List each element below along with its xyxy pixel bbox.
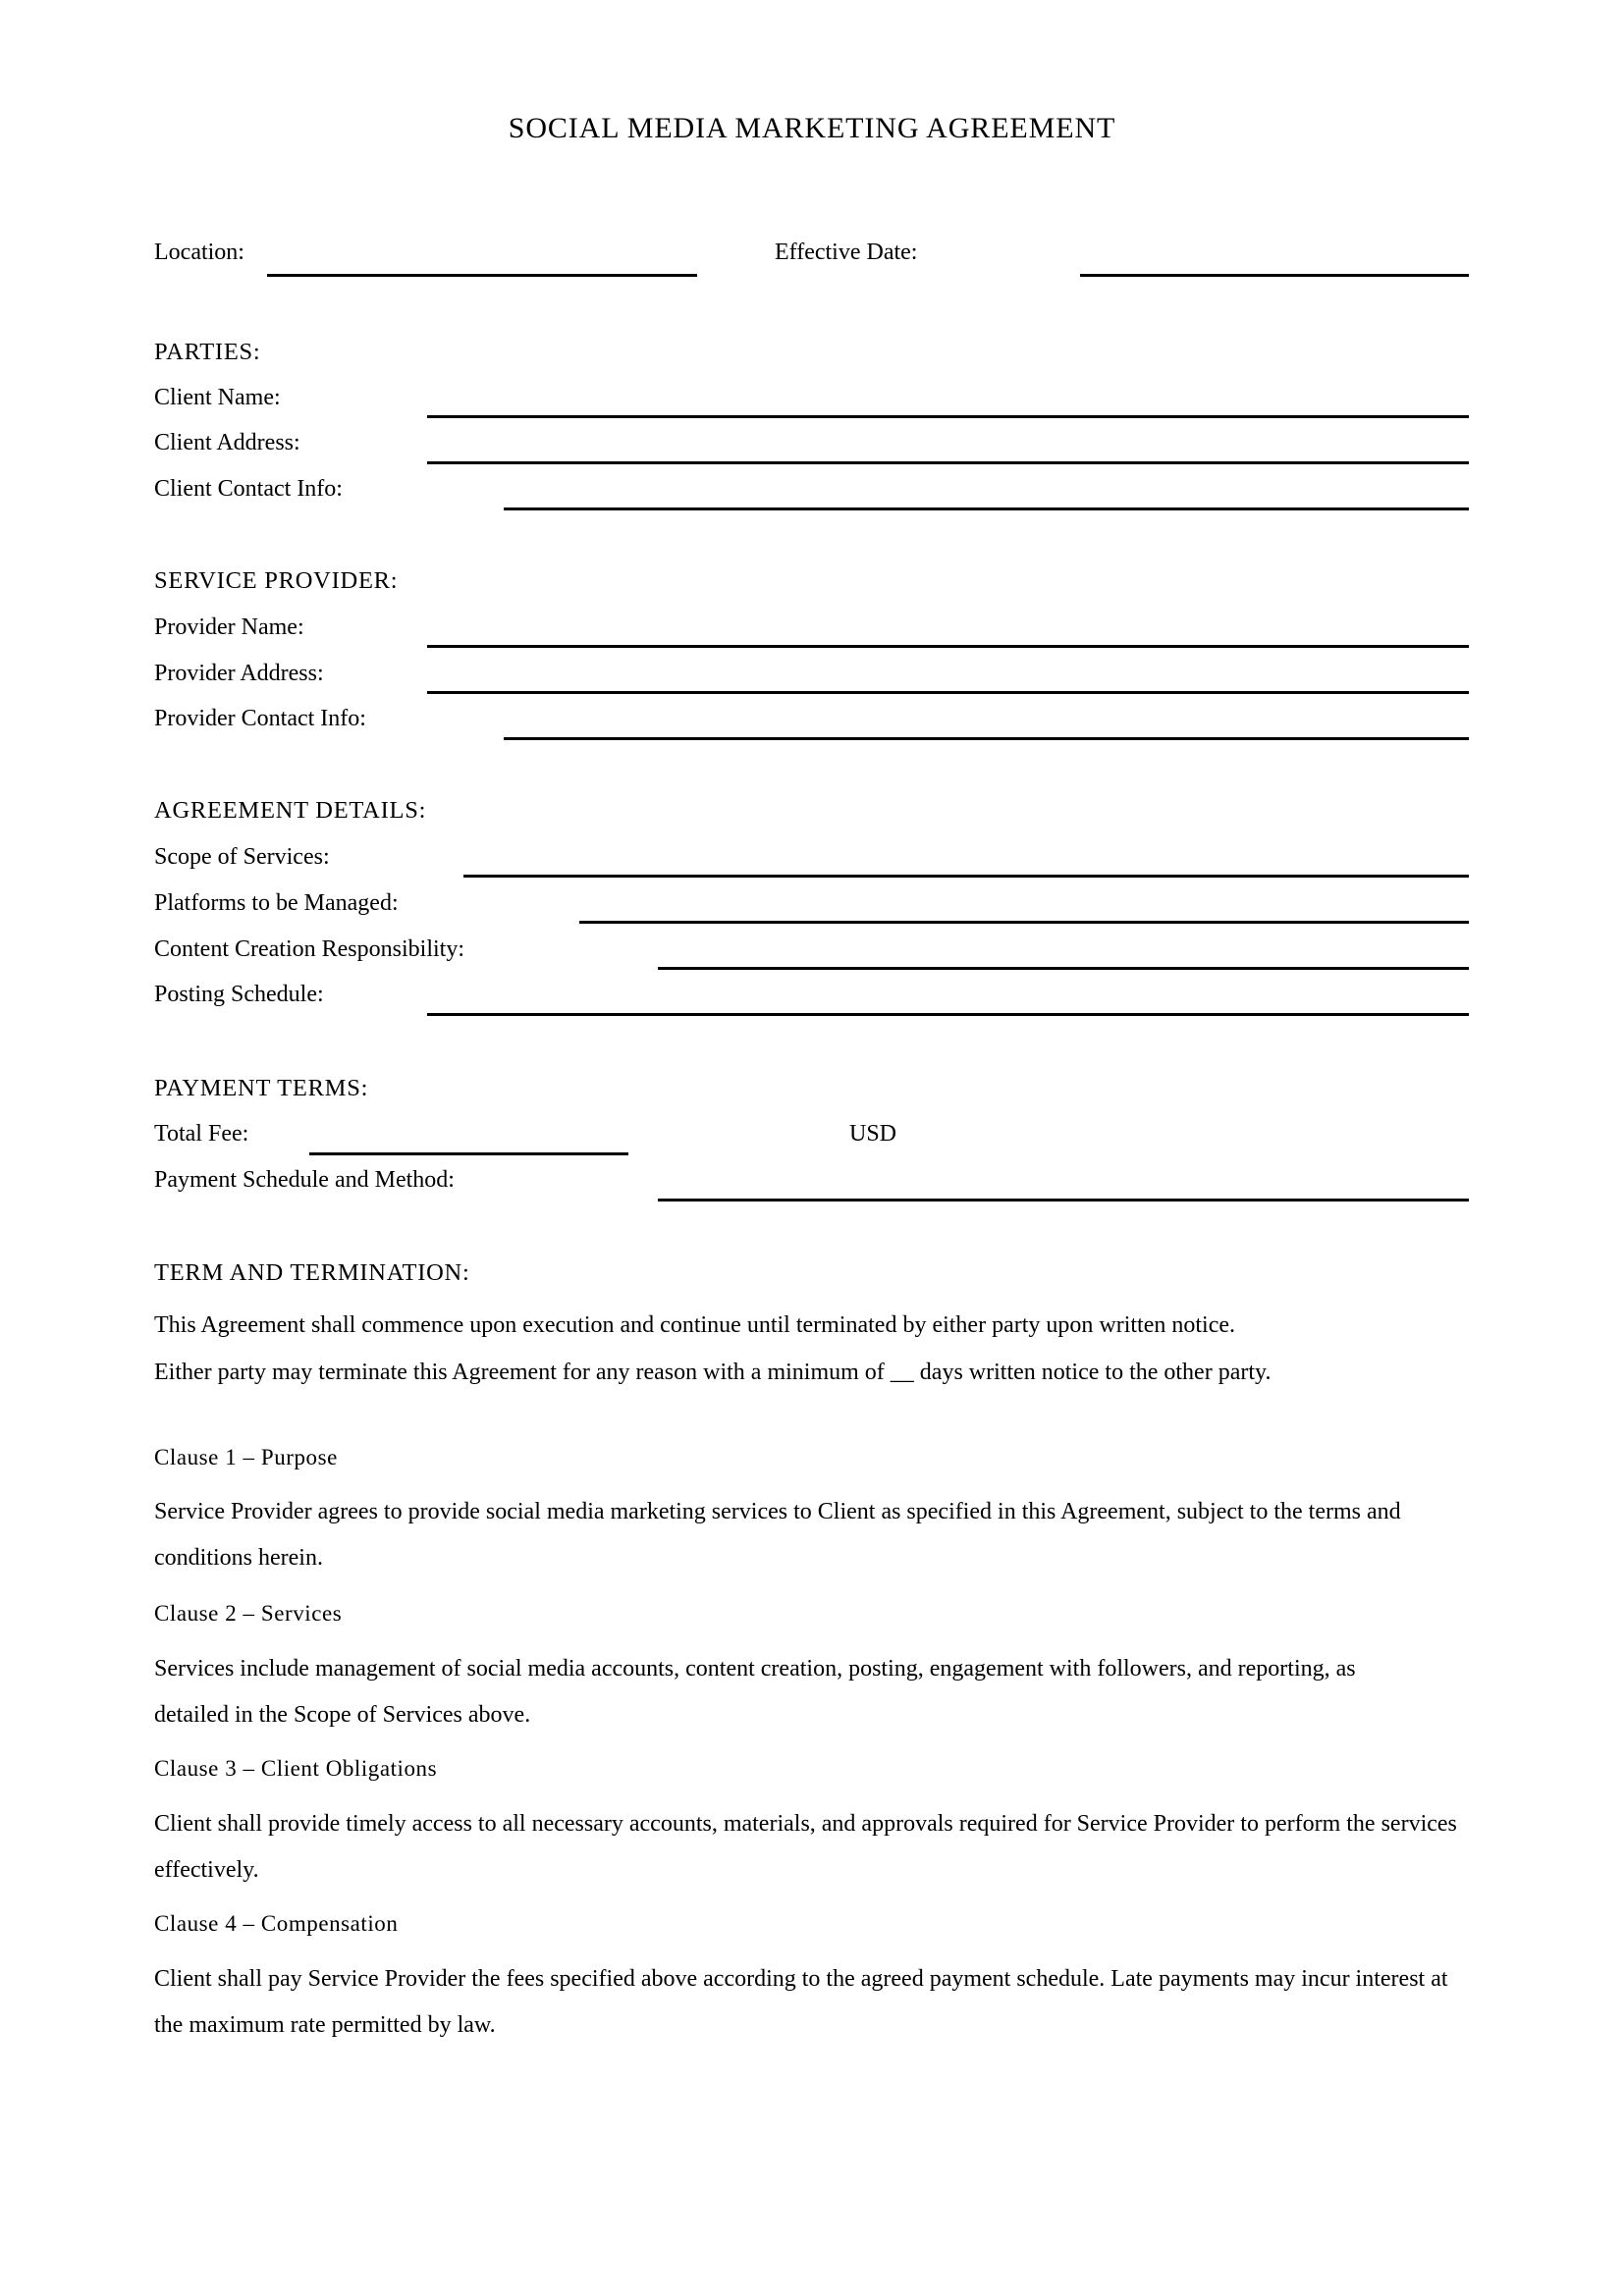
- effective-date-fill-line[interactable]: [1080, 274, 1469, 277]
- clause-3-body: Client shall provide timely access to all necessary accounts, materials, and approvals required for Service Provider to perform the services effectively.: [154, 1811, 1457, 1883]
- effective-date-label: Effective Date:: [775, 240, 918, 265]
- content-creation-responsibility-label: Content Creation Responsibility:: [154, 936, 464, 962]
- platforms-to-be-managed-label: Platforms to be Managed:: [154, 890, 399, 916]
- provider-name-label: Provider Name:: [154, 614, 304, 640]
- posting-schedule-label: Posting Schedule:: [154, 982, 324, 1007]
- term-and-termination-paragraph-1: This Agreement shall commence upon execution and continue until terminated by either party upon written notice.: [154, 1312, 1236, 1338]
- total-fee-fill-line[interactable]: [309, 1152, 628, 1155]
- location-label: Location:: [154, 240, 244, 265]
- client-contact-info-label: Client Contact Info:: [154, 476, 343, 502]
- section-heading-term-and-termination: TERM AND TERMINATION:: [154, 1259, 470, 1286]
- section-heading-agreement-details: AGREEMENT DETAILS:: [154, 797, 427, 824]
- clause-2-heading: Clause 2 – Services: [154, 1601, 343, 1626]
- term-and-termination-paragraph-2: Either party may terminate this Agreement for any reason with a minimum of __ days written notice to the other party.: [154, 1360, 1272, 1385]
- total-fee-label: Total Fee:: [154, 1121, 249, 1147]
- payment-schedule-and-method-label: Payment Schedule and Method:: [154, 1167, 455, 1193]
- section-heading-service-provider: SERVICE PROVIDER:: [154, 567, 399, 594]
- scope-of-services-label: Scope of Services:: [154, 844, 330, 870]
- client-address-fill-line[interactable]: [427, 461, 1469, 464]
- provider-contact-info-label: Provider Contact Info:: [154, 706, 366, 731]
- provider-name-fill-line[interactable]: [427, 645, 1469, 648]
- client-address-label: Client Address:: [154, 430, 300, 455]
- payment-schedule-and-method-fill-line[interactable]: [658, 1199, 1469, 1201]
- clause-1-heading: Clause 1 – Purpose: [154, 1445, 338, 1469]
- content-creation-responsibility-fill-line[interactable]: [658, 967, 1469, 970]
- clause-4-body: Client shall pay Service Provider the fees specified above according to the agreed payment schedule. Late payments may incur interest at the maximum rate permitted by law.: [154, 1966, 1448, 2038]
- clause-1-body: Service Provider agrees to provide social media marketing services to Client as specified in this Agreement, subject to the terms and conditions herein.: [154, 1499, 1401, 1571]
- location-fill-line[interactable]: [267, 274, 697, 277]
- platforms-to-be-managed-fill-line[interactable]: [579, 921, 1469, 924]
- provider-contact-info-fill-line[interactable]: [504, 737, 1469, 740]
- section-heading-parties: PARTIES:: [154, 339, 261, 365]
- provider-address-label: Provider Address:: [154, 661, 324, 686]
- clause-4-heading: Clause 4 – Compensation: [154, 1911, 399, 1936]
- currency-label: USD: [849, 1121, 897, 1147]
- clause-3-heading: Clause 3 – Client Obligations: [154, 1756, 438, 1781]
- posting-schedule-fill-line[interactable]: [427, 1013, 1469, 1016]
- section-heading-payment-terms: PAYMENT TERMS:: [154, 1075, 369, 1101]
- page-title: SOCIAL MEDIA MARKETING AGREEMENT: [508, 112, 1116, 144]
- clause-2-body: Services include management of social media accounts, content creation, posting, engagement with followers, and reporting, as detailed in the Scope of Services above.: [154, 1656, 1356, 1728]
- scope-of-services-fill-line[interactable]: [463, 875, 1469, 878]
- client-name-label: Client Name:: [154, 385, 281, 410]
- client-name-fill-line[interactable]: [427, 415, 1469, 418]
- client-contact-info-fill-line[interactable]: [504, 507, 1469, 510]
- provider-address-fill-line[interactable]: [427, 691, 1469, 694]
